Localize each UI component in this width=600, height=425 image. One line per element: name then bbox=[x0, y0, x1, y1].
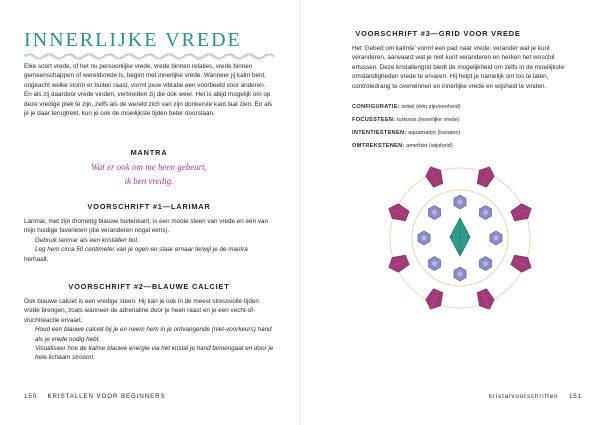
wave-divider bbox=[24, 52, 274, 60]
aquamarine-stone bbox=[428, 206, 440, 220]
recipe1-italic-2: Leg hem circa 50 centimeter van je ogen en staar ernaar terwijl je de mantra bbox=[35, 246, 248, 254]
page-number: 150 bbox=[24, 393, 38, 400]
running-head: KRISTALLEN VOOR BEGINNERS bbox=[47, 393, 166, 400]
aquamarine-stone bbox=[479, 206, 491, 220]
right-page bbox=[300, 0, 600, 425]
property-configuration: CONFIGURATIE: cirkel (één zijn/eenheid) bbox=[352, 104, 461, 110]
property-focus-stone: FOCUSSTEEN: turkoois (innerlijke vrede) bbox=[352, 117, 460, 123]
aquamarine-stone bbox=[418, 231, 430, 245]
aquamarine-stone bbox=[479, 257, 491, 271]
page-number: 151 bbox=[568, 393, 582, 400]
recipe1-italic-1: Gebruik larimar als een kristallen bol. bbox=[35, 236, 139, 244]
amethyst-stone bbox=[423, 288, 445, 313]
page-title: INNERLIJKE VREDE bbox=[24, 29, 242, 51]
aquamarine-stone bbox=[454, 267, 466, 281]
mantra bbox=[24, 160, 274, 188]
recipe1-tail: herhaalt. bbox=[24, 255, 49, 263]
mantra-line-2: ik ben vredig. bbox=[124, 176, 174, 186]
property-intention-stones: INTENTIESTENEN: aquamarijn (loslaten) bbox=[352, 130, 461, 136]
footer-right bbox=[489, 393, 582, 400]
property-perimeter-stones: OMTREKSTENEN: amethist (wijsheid) bbox=[352, 143, 453, 149]
intro-paragraph bbox=[24, 62, 274, 118]
amethyst-stone bbox=[510, 252, 535, 274]
recipe2-body bbox=[24, 297, 274, 363]
intro-text: Elke soort vrede, of het nu persoonlijke vrede, vrede binnen relaties, vrede binnen gemeenschappen of wereldvrede is, begint met innerlijke vrede. Wanneer jij kalm bent, ongeacht welke storm er buiten raast, vormt jouw vibratie een voorbeeld voor anderen. En als zij daardoor vrede vinden, verbreiden zij die ook weer. Het is altijd mogelijk om op deze vredige plek te zijn, zelfs als de wereld zich van zijn donkerste kant laat zien. En als je je daar terugtrekt, kun je ook de moeilijkste tijden beter doorstaan. bbox=[24, 63, 273, 118]
crystal-grid-illustration bbox=[380, 160, 540, 320]
amethyst-stone bbox=[423, 164, 445, 189]
recipe3-heading: VOORSCHRIFT #3—GRID VOOR VREDE bbox=[355, 29, 521, 38]
recipe1-heading: VOORSCHRIFT #1—LARIMAR bbox=[87, 202, 211, 211]
recipe2-italic-1: Houd een blauwe calciet bij je en neem hem in je ontvangende (niet-voorkeurs) hand als je vrede nodig hebt. bbox=[35, 326, 272, 343]
amethyst-stone bbox=[510, 201, 535, 223]
recipe3-text: Het 'Gebed om kalmte' vormt een pad naar vrede: verander wat je kunt veranderen, aanvaard wat je niet kunt veranderen en herken het verschil ertussen. Deze kristallengrid biedt de mogelijkheid om zelfs in de moeilijkste omstandigheden vrede te ervaren. Hij helpt je namelijk om los te laten, controledrang te overwinnen en innerlijke vrede en wijsheid te vinden. bbox=[352, 45, 565, 90]
recipe2-italic-2: Visualiseer hoe de kalme blauwe energie via het kristal je hand binnengaat en door je hele lichaam stroomt. bbox=[35, 345, 274, 362]
recipe1-text: Larimar, met zijn dromerig blauwe buitenkant, is een mooie steen van vrede en een van mijn huidige favorieten (die veranderen nogal eens). bbox=[24, 218, 268, 235]
footer-left bbox=[24, 393, 166, 400]
aquamarine-stone bbox=[454, 195, 466, 209]
recipe2-text: Ook blauwe calciet is een vredige steen. Hij kan je ook in de meest stressvolle tijden vrede brengen, zoals wanneer de adrenaline door je heen raast en je een vecht-of-vluchtreactie ervaart. bbox=[24, 298, 259, 324]
amethyst-stone bbox=[474, 288, 496, 313]
amethyst-stone bbox=[386, 252, 411, 274]
grid-properties bbox=[352, 101, 578, 153]
aquamarine-stone bbox=[490, 231, 502, 245]
mantra-heading: MANTRA bbox=[130, 148, 168, 157]
amethyst-stone bbox=[386, 201, 411, 223]
running-head: kristalvoorschriften bbox=[488, 393, 559, 400]
recipe2-heading: VOORSCHRIFT #2—BLAUWE CALCIET bbox=[68, 282, 230, 291]
amethyst-stone bbox=[474, 164, 496, 189]
recipe1-body bbox=[24, 217, 274, 264]
aquamarine-stone bbox=[428, 257, 440, 271]
mantra-line-1: Wat er ook om me heen gebeurt, bbox=[91, 162, 207, 172]
